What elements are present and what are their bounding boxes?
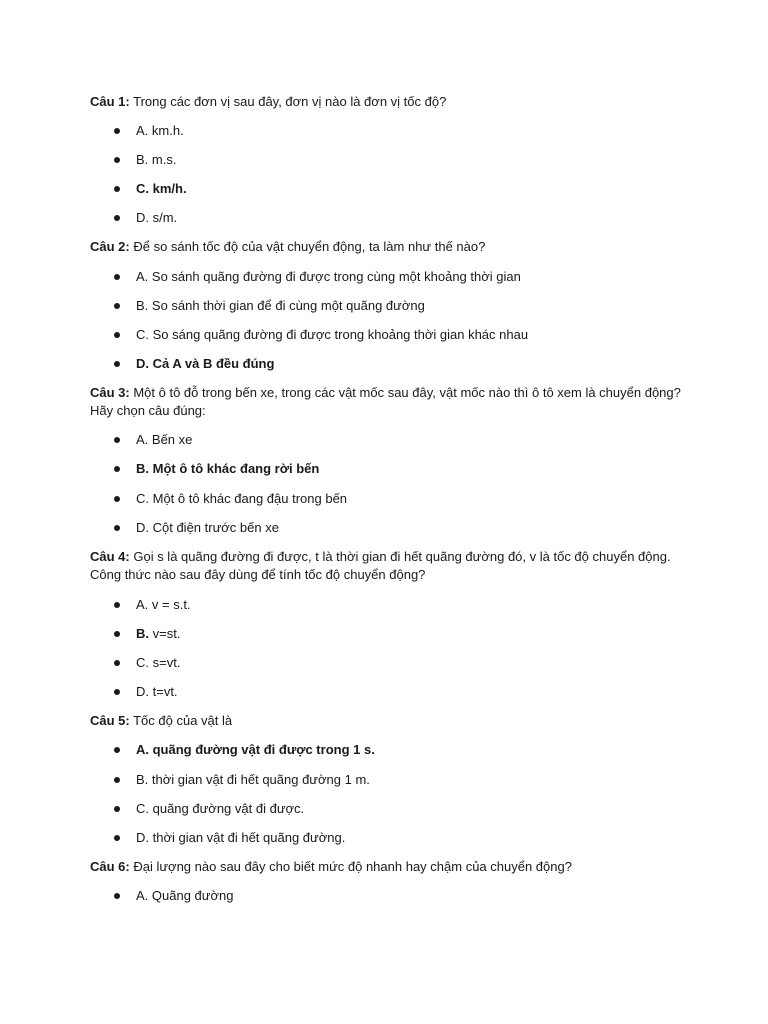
option-1c: C. km/h. [136,181,187,196]
option-1d: D. s/m. [136,210,178,225]
option-4d: D. t=vt. [136,684,178,699]
bullet-icon [114,157,120,163]
question-6 [90,858,690,876]
bullet-icon [114,303,120,309]
question-text: Đại lượng nào sau đây cho biết mức độ nhanh hay chậm của chuyển động? [129,859,572,874]
option-3b: B. Một ô tô khác đang rời bến [136,461,320,476]
question-label: Câu 3: [90,385,130,400]
bullet-icon [114,689,120,695]
option-2a: A. So sánh quãng đường đi được trong cùng một khoảng thời gian [136,269,521,284]
option-text: v=st. [149,626,181,641]
bullet-icon [114,631,120,637]
bullet-icon [114,660,120,666]
option-3d: D. Cột điện trước bến xe [136,520,279,535]
question-label: Câu 2: [90,239,130,254]
question-1 [90,93,690,111]
bullet-icon [114,466,120,472]
bullet-icon [114,437,120,443]
bullet-icon [114,274,120,280]
option-prefix: B. [136,626,149,641]
question-label: Câu 5: [90,713,130,728]
option-4b [136,625,696,643]
question-label: Câu 1: [90,94,130,109]
question-3 [90,384,690,420]
option-5b: B. thời gian vật đi hết quãng đường 1 m. [136,772,370,787]
question-label: Câu 6: [90,859,130,874]
option-4c: C. s=vt. [136,655,181,670]
bullet-icon [114,525,120,531]
question-text: Tốc độ của vật là [129,713,233,728]
bullet-icon [114,332,120,338]
question-5 [90,712,690,730]
option-1a: A. km.h. [136,123,184,138]
question-text: Để so sánh tốc độ của vật chuyển động, ta làm như thế nào? [129,239,486,254]
question-text: Gọi s là quãng đường đi được, t là thời gian đi hết quãng đường đó, v là tốc độ chuyển động. Công thức nào sau đây dùng để tính tốc độ chuyển động? [90,549,671,582]
option-2b: B. So sánh thời gian để đi cùng một quãng đường [136,298,425,313]
question-text: Trong các đơn vị sau đây, đơn vị nào là đơn vị tốc độ? [129,94,447,109]
option-6a: A. Quãng đường [136,888,234,903]
option-1b: B. m.s. [136,152,177,167]
question-4 [90,548,690,584]
bullet-icon [114,602,120,608]
bullet-icon [114,128,120,134]
option-5d: D. thời gian vật đi hết quãng đường. [136,830,346,845]
question-text: Một ô tô đỗ trong bến xe, trong các vật mốc sau đây, vật mốc nào thì ô tô xem là chuyển động? Hãy chọn câu đúng: [90,385,681,418]
bullet-icon [114,361,120,367]
bullet-icon [114,215,120,221]
option-3a: A. Bến xe [136,432,193,447]
option-4a: A. v = s.t. [136,597,191,612]
bullet-icon [114,835,120,841]
bullet-icon [114,777,120,783]
bullet-icon [114,806,120,812]
option-5c: C. quãng đường vật đi được. [136,801,305,816]
option-5a: A. quãng đường vật đi được trong 1 s. [136,742,375,757]
bullet-icon [114,893,120,899]
bullet-icon [114,186,120,192]
option-2d: D. Cả A và B đều đúng [136,356,275,371]
option-3c: C. Một ô tô khác đang đậu trong bến [136,491,348,506]
option-2c: C. So sáng quãng đường đi được trong khoảng thời gian khác nhau [136,327,529,342]
bullet-icon [114,747,120,753]
question-2 [90,238,690,256]
bullet-icon [114,496,120,502]
question-label: Câu 4: [90,549,130,564]
